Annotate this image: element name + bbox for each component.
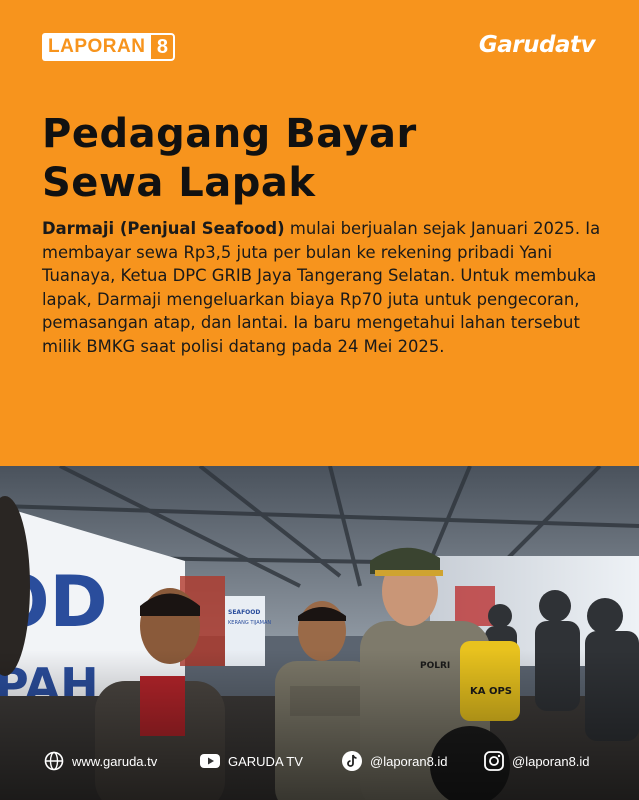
article-text: mulai berjualan sejak Januari 2025. Ia membayar sewa Rp3,5 juta per bulan ke rekening pribadi Yani Tuanaya, Ketua DPC GRIB Jaya Tangerang Selatan. Untuk membuka lapak, Darmaji mengeluarkan biaya Rp70 juta untuk pengecoran, pemasangan atap, dan lantai. Ia baru mengetahui lahan tersebut milik BMKG saat polisi datang pada 24 Mei 2025. [42,219,601,356]
article-body [42,217,612,359]
logo-laporan-number: 8 [149,33,175,61]
headline [42,110,602,208]
footer-website-label: www.garuda.tv [72,753,158,769]
tiktok-icon [342,751,362,771]
headline-line-1: Pedagang Bayar [42,111,417,157]
footer-instagram-label: @laporan8.id [512,753,590,769]
social-footer [0,746,639,776]
footer-website[interactable] [44,751,157,771]
globe-icon [44,751,64,771]
garudatv-logo: Garudatv [478,32,595,58]
article-lead: Darmaji (Penjual Seafood) [42,219,285,238]
headline-line-2: Sewa Lapak [42,160,316,206]
youtube-icon [200,751,220,771]
footer-instagram[interactable] [484,751,590,771]
instagram-icon [484,751,504,771]
footer-tiktok-label: @laporan8.id [370,753,448,769]
footer-youtube-label: GARUDA TV [228,753,303,769]
footer-youtube[interactable] [200,751,303,771]
logo-laporan-text: LAPORAN [42,33,149,61]
footer-tiktok[interactable] [342,751,448,771]
laporan8-logo [42,33,175,61]
